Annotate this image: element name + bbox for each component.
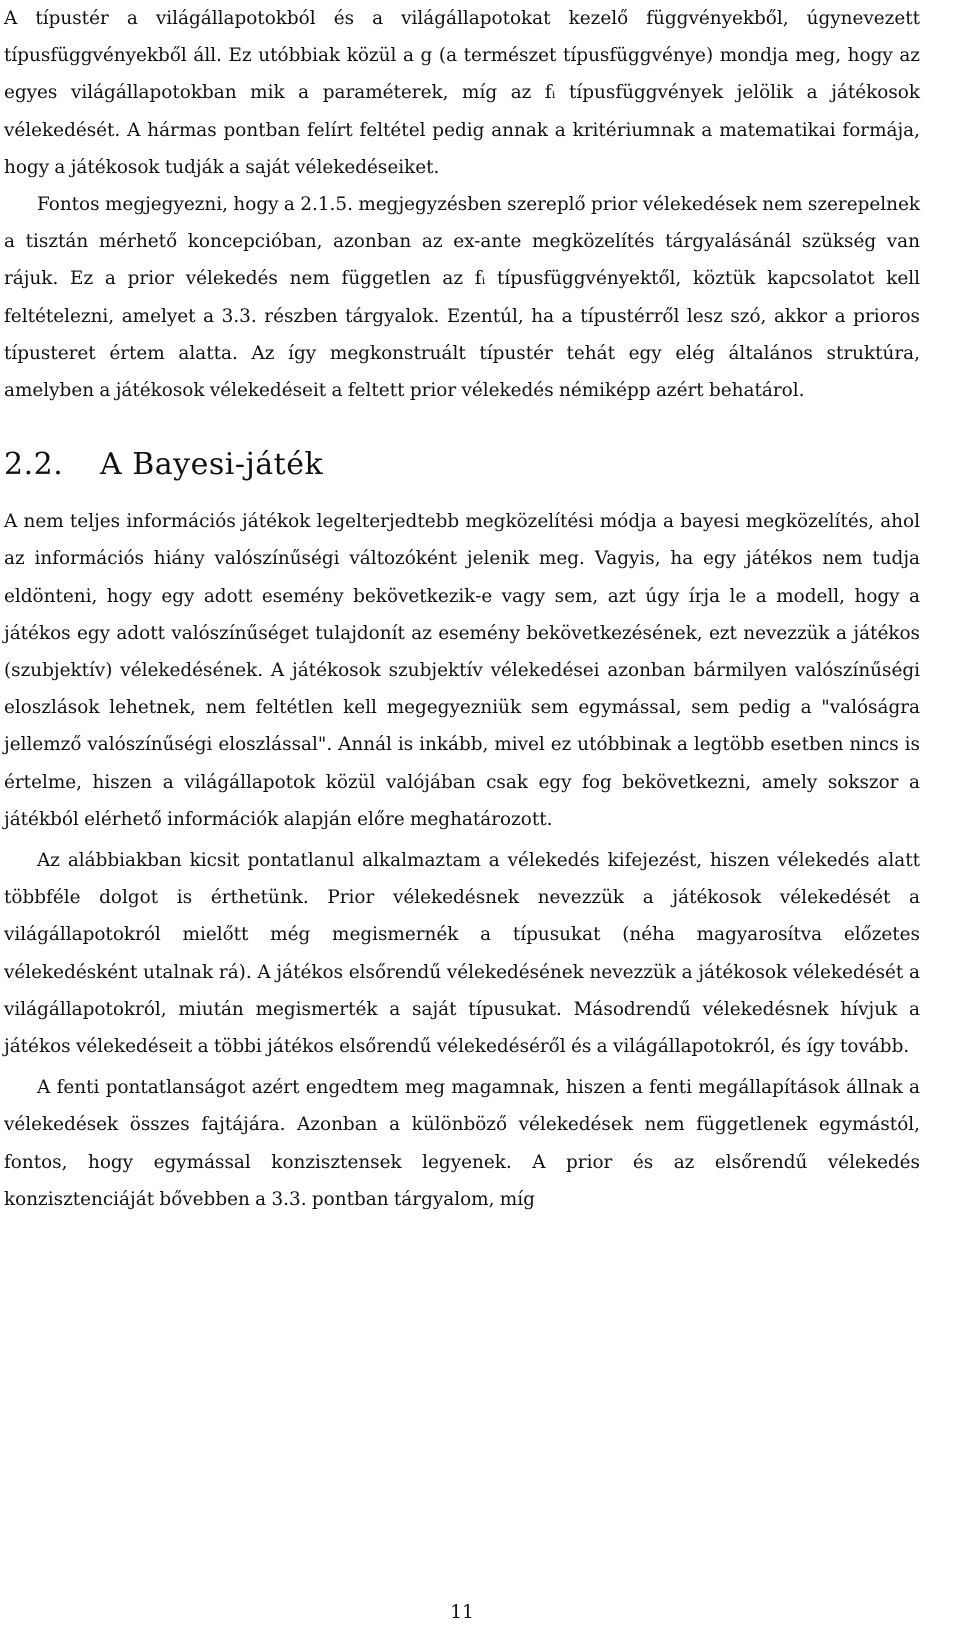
paragraph-bayesian-approach: A nem teljes információs játékok legelterjedtebb megközelítési módja a bayesi megközelítés, ahol az információs hiány valószínűségi változóként jelenik meg. Vagyis, ha egy játékos nem tudja eldönteni, hogy egy adott esemény bekövetkezik-e vagy sem, azt úgy írja le a modell, hogy a játékos egy adott valószínűséget tulajdonít az esemény bekövetkezésének, ezt nevezzük a játékos (szubjektív) vélekedésének. A játékosok szubjektív vélekedései azonban bármilyen valószínűségi eloszlások lehetnek, nem feltétlen kell megegyezniük sem egymással, sem pedig a "valóságra jellemző valószínűségi eloszlással". Annál is inkább, mivel ez utóbbinak a legtöbb esetben nincs is értelme, hiszen a világállapotok közül valójában csak egy fog bekövetkezni, amely sokszor a játékból elérhető információk alapján előre meghatározott. <box>4 511 920 830</box>
paragraph-prior-note: Fontos megjegyezni, hogy a 2.1.5. megjegyzésben szereplő prior vélekedések nem szerepelnek a tisztán mérhető koncepcióban, azonban az ex-ante megközelítés tárgyalásánál szükség van rájuk. Ez a prior vélekedés nem független az fᵢ típusfüggvényektől, köztük kapcsolatot kell feltételezni, amelyet a 3.3. részben tárgyalok. Ezentúl, ha a típustérről lesz szó, akkor a prioros típusteret értem alatta. Az így megkonstruált típustér tehát egy elég általános struktúra, amelyben a játékosok vélekedéseit a feltett prior vélekedés némiképp azért behatárol. <box>4 194 920 402</box>
section-heading <box>4 443 920 487</box>
section-number: 2.2. <box>4 447 64 483</box>
page-number: 11 <box>450 1602 474 1623</box>
section-title: A Bayesi-játék <box>100 447 324 483</box>
document-page <box>4 0 920 1643</box>
paragraph-type-space: A típustér a világállapotokból és a világállapotokat kezelő függvényekből, úgynevezett típusfüggvényekből áll. Ez utóbbiak közül a g (a természet típusfüggvénye) mondja meg, hogy az egyes világállapotokban mik a paraméterek, míg az fᵢ típusfüggvények jelölik a játékosok vélekedését. A hármas pontban felírt feltétel pedig annak a kritériumnak a matematikai formája, hogy a játékosok tudják a saját vélekedéseiket. <box>4 8 920 178</box>
paragraph-belief-orders: Az alábbiakban kicsit pontatlanul alkalmaztam a vélekedés kifejezést, hiszen vélekedés alatt többféle dolgot is érthetünk. Prior vélekedésnek nevezzük a játékosok vélekedését a világállapotokról mielőtt még megismernék a típusukat (néha magyarosítva előzetes vélekedésként utalnak rá). A játékos elsőrendű vélekedésének nevezzük a játékosok vélekedését a világállapotokról, miután megismerték a saját típusukat. Másodrendű vélekedésnek hívjuk a játékos vélekedéseit a többi játékos elsőrendű vélekedéséről és a világállapotokról, és így tovább. <box>4 850 920 1058</box>
paragraph-consistency: A fenti pontatlanságot azért engedtem meg magamnak, hiszen a fenti megállapítások állnak a vélekedések összes fajtájára. Azonban a különböző vélekedések nem függetlenek egymástól, fontos, hogy egymással konzisztensek legyenek. A prior és az elsőrendű vélekedés konzisztenciáját bővebben a 3.3. pontban tárgyalom, míg <box>4 1077 920 1210</box>
